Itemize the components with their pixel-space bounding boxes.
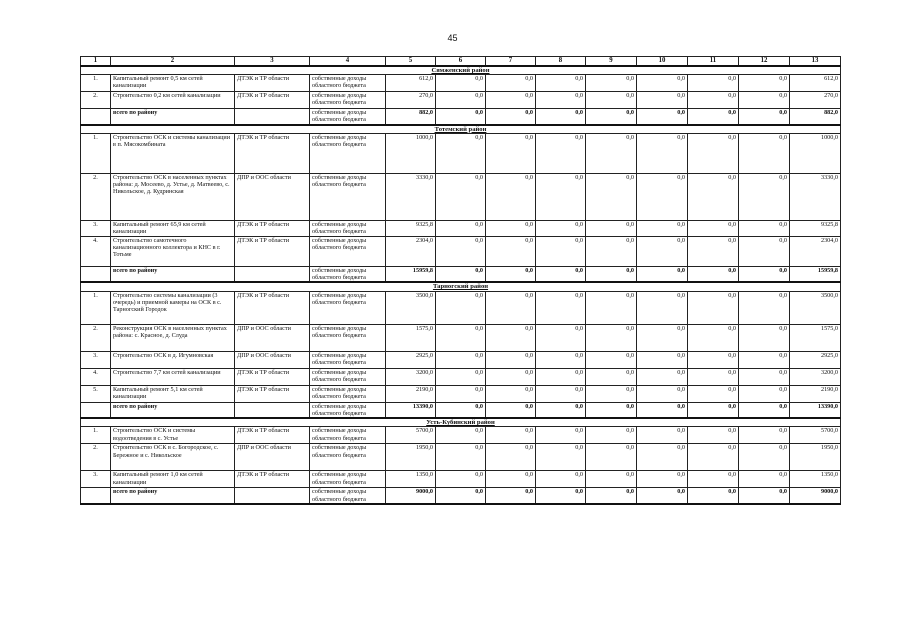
executor: ДТЭК и ТР области — [235, 220, 310, 236]
value-cell: 0,0 — [637, 133, 688, 173]
table-row — [81, 444, 841, 471]
total-value: 0,0 — [436, 266, 486, 282]
total-value: 0,0 — [536, 488, 586, 504]
value-cell: 0,0 — [486, 220, 536, 236]
table-row — [81, 471, 841, 488]
value-cell: 270,0 — [386, 92, 436, 109]
total-value: 0,0 — [486, 488, 536, 504]
value-cell: 0,0 — [586, 291, 637, 324]
table-row — [81, 133, 841, 173]
value-cell: 0,0 — [486, 427, 536, 444]
executor: ДПР и ООС области — [235, 324, 310, 351]
project-name: Реконструкция ОСК в населенных пунктах района: с. Красное, д. Слуда — [111, 324, 235, 351]
value-cell: 0,0 — [536, 236, 586, 266]
value-cell: 0,0 — [739, 75, 790, 92]
table-row — [81, 351, 841, 368]
funding-source: собственные доходы областного бюджета — [310, 324, 386, 351]
project-name: Строительство 0,2 км сетей канализации — [111, 92, 235, 109]
value-cell: 0,0 — [486, 324, 536, 351]
row-number — [81, 266, 111, 282]
total-value: 0,0 — [436, 109, 486, 125]
value-cell: 3200,0 — [790, 368, 841, 385]
funding-source: собственные доходы областного бюджета — [310, 220, 386, 236]
column-header: 8 — [536, 57, 586, 67]
total-value: 0,0 — [536, 402, 586, 418]
total-value: 9000,0 — [386, 488, 436, 504]
total-label: всего по району — [111, 266, 235, 282]
project-name: Капитальный ремонт 1,0 км сетей канализации — [111, 471, 235, 488]
value-cell: 0,0 — [586, 133, 637, 173]
value-cell: 9325,8 — [790, 220, 841, 236]
executor: ДТЭК и ТР области — [235, 133, 310, 173]
total-label: всего по району — [111, 109, 235, 125]
value-cell: 0,0 — [586, 220, 637, 236]
value-cell: 0,0 — [739, 133, 790, 173]
funding-source: собственные доходы областного бюджета — [310, 109, 386, 125]
value-cell: 0,0 — [536, 471, 586, 488]
row-number: 3. — [81, 351, 111, 368]
funding-source: собственные доходы областного бюджета — [310, 471, 386, 488]
total-value: 0,0 — [536, 109, 586, 125]
column-header: 10 — [637, 57, 688, 67]
value-cell: 0,0 — [739, 92, 790, 109]
value-cell: 0,0 — [688, 92, 739, 109]
table-row — [81, 368, 841, 385]
value-cell: 1575,0 — [386, 324, 436, 351]
value-cell: 0,0 — [436, 385, 486, 402]
value-cell: 0,0 — [739, 471, 790, 488]
project-name: Строительство ОСК и системы канализации в п. Мясокомбината — [111, 133, 235, 173]
value-cell: 0,0 — [486, 291, 536, 324]
value-cell: 0,0 — [739, 444, 790, 471]
total-value: 0,0 — [586, 488, 637, 504]
table-row — [81, 75, 841, 92]
column-header: 9 — [586, 57, 637, 67]
funding-source: собственные доходы областного бюджета — [310, 351, 386, 368]
value-cell: 0,0 — [688, 368, 739, 385]
project-name: Строительство 7,7 км сетей канализации — [111, 368, 235, 385]
value-cell: 0,0 — [486, 368, 536, 385]
row-number: 1. — [81, 291, 111, 324]
value-cell: 0,0 — [536, 75, 586, 92]
value-cell: 0,0 — [536, 324, 586, 351]
total-value: 882,0 — [790, 109, 841, 125]
table-body — [81, 57, 841, 504]
funding-source: собственные доходы областного бюджета — [310, 385, 386, 402]
value-cell: 0,0 — [688, 471, 739, 488]
total-value: 0,0 — [688, 266, 739, 282]
row-number: 1. — [81, 427, 111, 444]
value-cell: 0,0 — [486, 444, 536, 471]
column-header: 5 — [386, 57, 436, 67]
row-number: 1. — [81, 133, 111, 173]
funding-source: собственные доходы областного бюджета — [310, 92, 386, 109]
executor: ДТЭК и ТР области — [235, 471, 310, 488]
column-header: 7 — [486, 57, 536, 67]
district-row — [81, 282, 841, 291]
value-cell: 0,0 — [688, 220, 739, 236]
district-total-row — [81, 266, 841, 282]
executor: ДТЭК и ТР области — [235, 427, 310, 444]
executor: ДТЭК и ТР области — [235, 385, 310, 402]
executor — [235, 109, 310, 125]
value-cell: 0,0 — [436, 471, 486, 488]
table-row — [81, 236, 841, 266]
total-value: 13390,0 — [790, 402, 841, 418]
value-cell: 2925,0 — [790, 351, 841, 368]
funding-source: собственные доходы областного бюджета — [310, 236, 386, 266]
row-number — [81, 109, 111, 125]
value-cell: 0,0 — [486, 236, 536, 266]
value-cell: 0,0 — [436, 444, 486, 471]
value-cell: 0,0 — [688, 133, 739, 173]
value-cell: 0,0 — [586, 92, 637, 109]
value-cell: 0,0 — [637, 291, 688, 324]
column-header: 6 — [436, 57, 486, 67]
column-header: 13 — [790, 57, 841, 67]
total-value: 0,0 — [486, 266, 536, 282]
district-row — [81, 66, 841, 75]
total-value: 0,0 — [486, 109, 536, 125]
executor: ДТЭК и ТР области — [235, 92, 310, 109]
total-value: 0,0 — [536, 266, 586, 282]
column-header: 11 — [688, 57, 739, 67]
total-value: 0,0 — [688, 402, 739, 418]
value-cell: 0,0 — [739, 324, 790, 351]
value-cell: 2190,0 — [790, 385, 841, 402]
value-cell: 3330,0 — [386, 173, 436, 220]
project-name: Строительство системы канализации (3 очередь) и приемной камеры на ОСК в с. Тарногский Городок — [111, 291, 235, 324]
value-cell: 3330,0 — [790, 173, 841, 220]
executor — [235, 402, 310, 418]
value-cell: 0,0 — [739, 385, 790, 402]
executor: ДПР и ООС области — [235, 173, 310, 220]
value-cell: 0,0 — [688, 324, 739, 351]
total-value: 0,0 — [586, 266, 637, 282]
funding-source: собственные доходы областного бюджета — [310, 266, 386, 282]
value-cell: 0,0 — [536, 220, 586, 236]
value-cell: 0,0 — [486, 75, 536, 92]
value-cell: 0,0 — [739, 427, 790, 444]
value-cell: 0,0 — [637, 324, 688, 351]
value-cell: 0,0 — [688, 444, 739, 471]
row-number: 2. — [81, 92, 111, 109]
row-number: 4. — [81, 236, 111, 266]
value-cell: 0,0 — [486, 471, 536, 488]
value-cell: 3200,0 — [386, 368, 436, 385]
value-cell: 0,0 — [536, 133, 586, 173]
value-cell: 0,0 — [688, 236, 739, 266]
table-row — [81, 291, 841, 324]
value-cell: 270,0 — [790, 92, 841, 109]
row-number: 1. — [81, 75, 111, 92]
row-number: 4. — [81, 368, 111, 385]
funding-source: собственные доходы областного бюджета — [310, 368, 386, 385]
value-cell: 0,0 — [637, 368, 688, 385]
district-name: Тарногский район — [81, 282, 841, 291]
row-number: 5. — [81, 385, 111, 402]
table-row — [81, 385, 841, 402]
executor: ДТЭК и ТР области — [235, 291, 310, 324]
value-cell: 0,0 — [536, 385, 586, 402]
value-cell: 0,0 — [536, 351, 586, 368]
row-number — [81, 488, 111, 504]
project-name: Строительство ОСК в с. Богородское, с. Бережное и с. Никольское — [111, 444, 235, 471]
value-cell: 0,0 — [486, 92, 536, 109]
row-number: 3. — [81, 471, 111, 488]
value-cell: 2304,0 — [790, 236, 841, 266]
project-name: Строительство самотечного канализационного коллектора и КНС в г. Тотьме — [111, 236, 235, 266]
project-name: Капитальный ремонт 0,5 км сетей канализации — [111, 75, 235, 92]
total-label: всего по району — [111, 402, 235, 418]
value-cell: 1000,0 — [790, 133, 841, 173]
row-number: 2. — [81, 173, 111, 220]
executor: ДТЭК и ТР области — [235, 368, 310, 385]
funding-source: собственные доходы областного бюджета — [310, 173, 386, 220]
total-value: 0,0 — [637, 488, 688, 504]
executor: ДПР и ООС области — [235, 444, 310, 471]
value-cell: 0,0 — [637, 173, 688, 220]
column-header: 12 — [739, 57, 790, 67]
column-header: 2 — [111, 57, 235, 67]
total-value: 0,0 — [486, 402, 536, 418]
value-cell: 0,0 — [436, 133, 486, 173]
value-cell: 0,0 — [586, 385, 637, 402]
total-value: 0,0 — [637, 402, 688, 418]
value-cell: 0,0 — [436, 427, 486, 444]
column-header: 3 — [235, 57, 310, 67]
value-cell: 0,0 — [486, 385, 536, 402]
table-row — [81, 427, 841, 444]
total-value: 0,0 — [739, 488, 790, 504]
row-number: 2. — [81, 324, 111, 351]
row-number: 3. — [81, 220, 111, 236]
funding-source: собственные доходы областного бюджета — [310, 444, 386, 471]
value-cell: 0,0 — [688, 385, 739, 402]
value-cell: 0,0 — [688, 427, 739, 444]
value-cell: 0,0 — [688, 291, 739, 324]
row-number: 2. — [81, 444, 111, 471]
total-value: 9000,0 — [790, 488, 841, 504]
funding-source: собственные доходы областного бюджета — [310, 427, 386, 444]
value-cell: 0,0 — [637, 385, 688, 402]
total-value: 0,0 — [688, 109, 739, 125]
value-cell: 0,0 — [436, 236, 486, 266]
value-cell: 0,0 — [637, 220, 688, 236]
executor — [235, 266, 310, 282]
project-name: Строительство ОСК и системы водоотведения в с. Устье — [111, 427, 235, 444]
value-cell: 0,0 — [536, 427, 586, 444]
value-cell: 0,0 — [536, 368, 586, 385]
value-cell: 0,0 — [739, 291, 790, 324]
value-cell: 0,0 — [637, 471, 688, 488]
value-cell: 0,0 — [536, 291, 586, 324]
value-cell: 9325,8 — [386, 220, 436, 236]
total-value: 0,0 — [637, 266, 688, 282]
district-name: Тотемский район — [81, 125, 841, 134]
project-name: Строительство ОСК в населенных пунктах района: д. Мосеево, д. Устье, д. Матвеево, с. Никольское, д. Кудринская — [111, 173, 235, 220]
value-cell: 2925,0 — [386, 351, 436, 368]
funding-source: собственные доходы областного бюджета — [310, 133, 386, 173]
table-row — [81, 92, 841, 109]
district-total-row — [81, 109, 841, 125]
value-cell: 2190,0 — [386, 385, 436, 402]
value-cell: 1950,0 — [386, 444, 436, 471]
value-cell: 0,0 — [586, 173, 637, 220]
value-cell: 1950,0 — [790, 444, 841, 471]
value-cell: 0,0 — [536, 92, 586, 109]
column-header: 1 — [81, 57, 111, 67]
value-cell: 0,0 — [586, 444, 637, 471]
funding-source: собственные доходы областного бюджета — [310, 291, 386, 324]
value-cell: 0,0 — [586, 324, 637, 351]
value-cell: 0,0 — [637, 427, 688, 444]
value-cell: 5700,0 — [386, 427, 436, 444]
value-cell: 0,0 — [486, 173, 536, 220]
value-cell: 0,0 — [688, 173, 739, 220]
district-total-row — [81, 402, 841, 418]
value-cell: 0,0 — [637, 444, 688, 471]
funding-source: собственные доходы областного бюджета — [310, 402, 386, 418]
value-cell: 0,0 — [536, 173, 586, 220]
total-value: 15959,8 — [386, 266, 436, 282]
value-cell: 0,0 — [586, 236, 637, 266]
district-row — [81, 125, 841, 134]
value-cell: 0,0 — [436, 173, 486, 220]
value-cell: 0,0 — [739, 368, 790, 385]
district-name: Усть-Кубинский район — [81, 418, 841, 427]
value-cell: 0,0 — [688, 75, 739, 92]
total-value: 0,0 — [586, 402, 637, 418]
table-row — [81, 173, 841, 220]
total-value: 0,0 — [688, 488, 739, 504]
funding-source: собственные доходы областного бюджета — [310, 488, 386, 504]
value-cell: 0,0 — [486, 351, 536, 368]
value-cell: 0,0 — [739, 220, 790, 236]
value-cell: 0,0 — [486, 133, 536, 173]
value-cell: 0,0 — [586, 471, 637, 488]
total-value: 0,0 — [586, 109, 637, 125]
project-name: Строительство ОСК в д. Игумновская — [111, 351, 235, 368]
value-cell: 1350,0 — [386, 471, 436, 488]
value-cell: 0,0 — [436, 291, 486, 324]
project-name: Капитальный ремонт 65,9 км сетей канализации — [111, 220, 235, 236]
district-name: Сямженский район — [81, 66, 841, 75]
total-value: 0,0 — [739, 266, 790, 282]
district-row — [81, 418, 841, 427]
value-cell: 1350,0 — [790, 471, 841, 488]
value-cell: 0,0 — [739, 351, 790, 368]
row-number — [81, 402, 111, 418]
value-cell: 0,0 — [436, 368, 486, 385]
value-cell: 0,0 — [637, 75, 688, 92]
value-cell: 612,0 — [790, 75, 841, 92]
total-label: всего по району — [111, 488, 235, 504]
total-value: 0,0 — [637, 109, 688, 125]
value-cell: 0,0 — [637, 351, 688, 368]
value-cell: 1000,0 — [386, 133, 436, 173]
total-value: 13390,0 — [386, 402, 436, 418]
value-cell: 612,0 — [386, 75, 436, 92]
value-cell: 5700,0 — [790, 427, 841, 444]
executor: ДТЭК и ТР области — [235, 75, 310, 92]
project-name: Капитальный ремонт 5,1 км сетей канализации — [111, 385, 235, 402]
column-header: 4 — [310, 57, 386, 67]
total-value: 0,0 — [739, 402, 790, 418]
page-number: 45 — [447, 33, 458, 43]
total-value: 882,0 — [386, 109, 436, 125]
header-row — [81, 57, 841, 67]
value-cell: 0,0 — [739, 236, 790, 266]
value-cell: 0,0 — [637, 92, 688, 109]
total-value: 0,0 — [436, 402, 486, 418]
total-value: 0,0 — [739, 109, 790, 125]
value-cell: 0,0 — [586, 351, 637, 368]
total-value: 0,0 — [436, 488, 486, 504]
value-cell: 0,0 — [436, 75, 486, 92]
value-cell: 0,0 — [637, 236, 688, 266]
value-cell: 3500,0 — [386, 291, 436, 324]
value-cell: 0,0 — [436, 324, 486, 351]
budget-table — [80, 56, 841, 505]
funding-source: собственные доходы областного бюджета — [310, 75, 386, 92]
district-total-row — [81, 488, 841, 504]
total-value: 15959,8 — [790, 266, 841, 282]
table-row — [81, 324, 841, 351]
value-cell: 0,0 — [536, 444, 586, 471]
executor: ДПР и ООС области — [235, 351, 310, 368]
value-cell: 0,0 — [586, 368, 637, 385]
value-cell: 0,0 — [436, 92, 486, 109]
executor — [235, 488, 310, 504]
value-cell: 0,0 — [436, 220, 486, 236]
value-cell: 0,0 — [739, 173, 790, 220]
value-cell: 0,0 — [688, 351, 739, 368]
value-cell: 0,0 — [436, 351, 486, 368]
table-row — [81, 220, 841, 236]
value-cell: 0,0 — [586, 427, 637, 444]
executor: ДТЭК и ТР области — [235, 236, 310, 266]
value-cell: 0,0 — [586, 75, 637, 92]
value-cell: 3500,0 — [790, 291, 841, 324]
value-cell: 1575,0 — [790, 324, 841, 351]
value-cell: 2304,0 — [386, 236, 436, 266]
